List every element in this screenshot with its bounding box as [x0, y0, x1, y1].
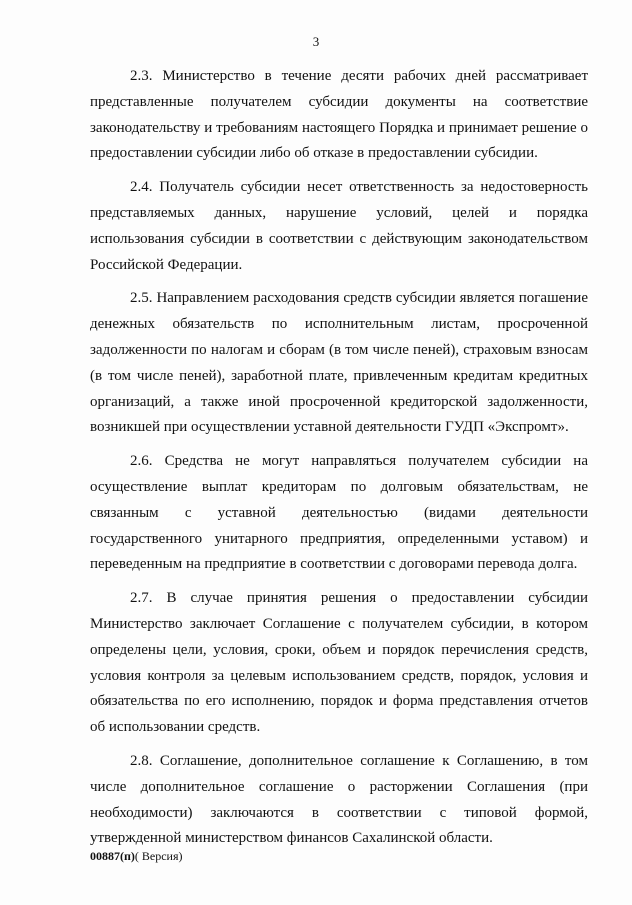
page-number: 3	[312, 34, 320, 49]
paragraph-2-7: 2.7. В случае принятия решения о предоставлении субсидии Министерство заключает Соглашение с получателем субсидии, в котором определены цели, условия, сроки, объем и порядок перечисления средств, условия контроля за целевым использованием средств, порядок, условия и обязательства по его исполнению, порядок и форма представления отчетов об использовании средств.	[90, 590, 588, 736]
document-body	[90, 64, 588, 860]
paragraph-2-6: 2.6. Средства не могут направляться получателем субсидии на осуществление выплат кредиторам по долговым обязательствам, не связанным с уставной деятельностью (видами деятельности государственного унитарного предприятия, определенными уставом) и переведенным на предприятие в соответствии с договорами перевода долга.	[90, 453, 588, 573]
paragraph-2-4: 2.4. Получатель субсидии несет ответственность за недостоверность представляемых данных, нарушение условий, целей и порядка использования субсидии в соответствии с действующим законодательством Российской Федерации.	[90, 179, 588, 273]
paragraph-2-5: 2.5. Направлением расходования средств субсидии является погашение денежных обязательств по исполнительным листам, просроченной задолженности по налогам и сборам (в том числе пеней), страховым взносам (в том числе пеней), заработной плате, привлеченным кредитам кредитных организаций, а также иной просроченной кредиторской задолженности, возникшей при осуществлении уставной деятельности ГУДП «Экспромт».	[90, 290, 588, 436]
document-footer	[90, 848, 183, 864]
paragraph-2-8: 2.8. Соглашение, дополнительное соглашение к Соглашению, в том числе дополнительное соглашение о расторжении Соглашения (при необходимости) заключаются в соответствии с типовой формой, утвержденной министерством финансов Сахалинской области.	[90, 752, 588, 847]
document-code: 00887(п)	[90, 849, 135, 863]
document-version: ( Версия)	[134, 849, 183, 863]
paragraph-2-3: 2.3. Министерство в течение десяти рабочих дней рассматривает представленные получателем субсидии документы на соответствие законодательству и требованиям настоящего Порядка и принимает решение о предоставлении субсидии либо об отказе в предоставлении субсидии.	[90, 68, 588, 162]
